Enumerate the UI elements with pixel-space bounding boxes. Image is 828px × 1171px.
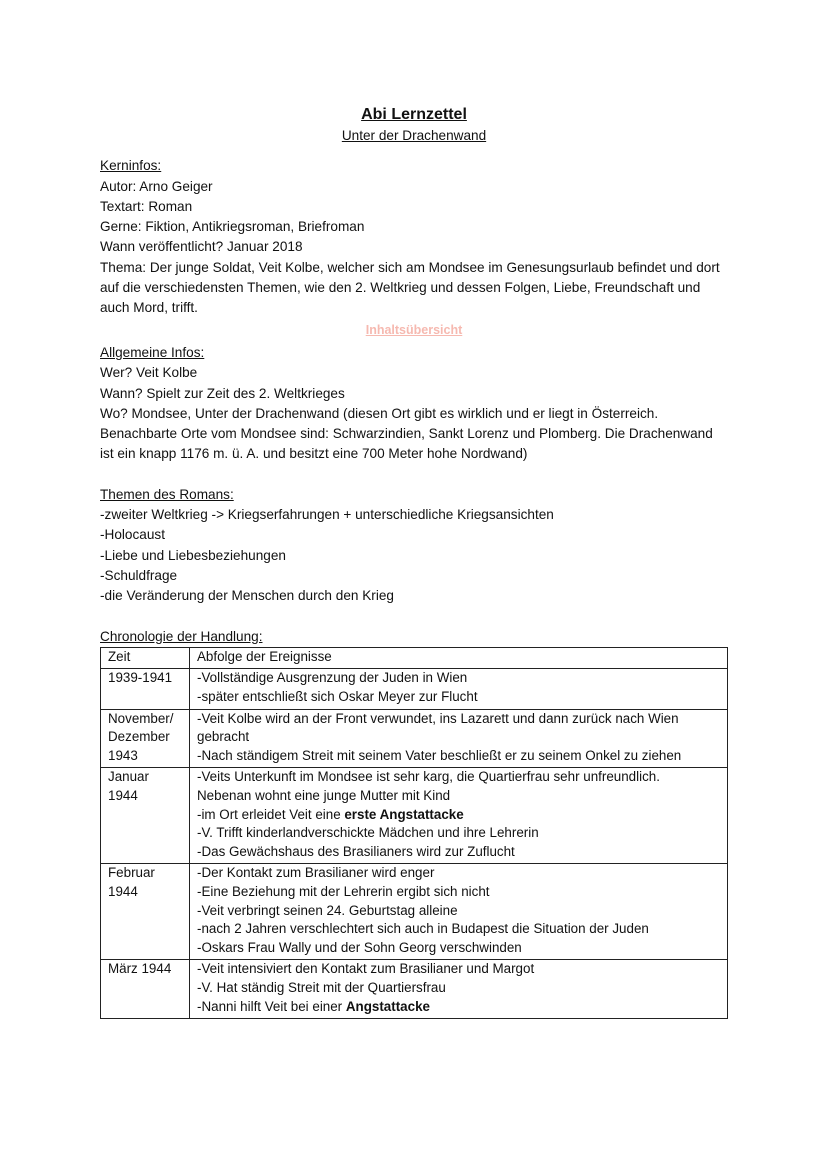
- event-text: gebracht: [197, 729, 250, 745]
- event-text: -im Ort erleidet Veit eine: [197, 806, 345, 822]
- cell-zeit: [101, 768, 190, 864]
- event-line: [197, 824, 723, 843]
- event-text: -V. Trifft kinderlandverschickte Mädchen und ihre Lehrerin: [197, 825, 539, 841]
- zeit-line: 1944: [108, 883, 138, 899]
- table-row: [101, 768, 728, 864]
- cell-zeit: [101, 709, 190, 768]
- event-line: [197, 998, 723, 1017]
- cell-zeit: [101, 669, 190, 709]
- kerninfos-line: Gerne: Fiktion, Antikriegsroman, Briefroman: [100, 219, 365, 235]
- themen-item: -Liebe und Liebesbeziehungen: [100, 547, 286, 563]
- table-row: [101, 669, 728, 709]
- zeit-line: November/: [108, 710, 174, 726]
- kerninfos-heading: Kerninfos:: [100, 158, 162, 174]
- zeit-line: 1944: [108, 787, 138, 803]
- kerninfos-line: Wann veröffentlicht? Januar 2018: [100, 239, 303, 255]
- themen-item: -zweiter Weltkrieg -> Kriegserfahrungen + unterschiedliche Kriegsansichten: [100, 507, 554, 523]
- zeit-line: Dezember: [108, 729, 170, 745]
- cell-abfolge: [190, 864, 728, 960]
- chronologie-section: [100, 627, 728, 1020]
- allgemeine-infos-wo: Wo? Mondsee, Unter der Drachenwand (diesen Ort gibt es wirklich und er liegt in Österreich. Benachbarte Orte vom Mondsee sind: Schwarzindien, Sankt Lorenz und Plomberg. Die Drachenwand ist ein knapp 1176 m. ü. A. und besitzt eine 700 Meter hohe Nordwand): [100, 405, 713, 462]
- zeit-line: Januar: [108, 769, 149, 785]
- event-text: -Der Kontakt zum Brasilianer wird enger: [197, 865, 435, 881]
- table-header-row: [101, 647, 728, 669]
- event-text: -Oskars Frau Wally und der Sohn Georg verschwinden: [197, 939, 522, 955]
- event-line: [197, 710, 723, 729]
- cell-abfolge: [190, 669, 728, 709]
- event-text: -Veit Kolbe wird an der Front verwundet, ins Lazarett und dann zurück nach Wien: [197, 710, 679, 726]
- document-page: [100, 104, 728, 1019]
- allgemeine-infos-section: [100, 343, 728, 465]
- event-text: -Das Gewächshaus des Brasilianers wird zur Zuflucht: [197, 843, 515, 859]
- themen-heading: Themen des Romans:: [100, 486, 234, 502]
- event-text: -später entschließt sich Oskar Meyer zur Flucht: [197, 689, 478, 705]
- document-title: Abi Lernzettel: [361, 106, 467, 123]
- cell-zeit: [101, 864, 190, 960]
- event-line: [197, 979, 723, 998]
- allgemeine-infos-line: Wer? Veit Kolbe: [100, 365, 198, 381]
- cell-abfolge: [190, 960, 728, 1019]
- zeit-line: Februar: [108, 865, 155, 881]
- cell-abfolge: [190, 709, 728, 768]
- zeit-line: 1939-1941: [108, 670, 173, 686]
- event-line: [197, 728, 723, 747]
- event-text: -Nach ständigem Streit mit seinem Vater beschließt er zu seinem Onkel zu ziehen: [197, 747, 682, 763]
- event-line: [197, 902, 723, 921]
- event-line: [197, 920, 723, 939]
- chronologie-heading: Chronologie der Handlung:: [100, 628, 263, 644]
- document-subtitle: Unter der Drachenwand: [341, 128, 487, 143]
- zeit-line: März 1944: [108, 961, 172, 977]
- event-text: -Eine Beziehung mit der Lehrerin ergibt sich nicht: [197, 883, 490, 899]
- header-abfolge: Abfolge der Ereignisse: [190, 647, 728, 669]
- spacer: [100, 465, 728, 485]
- event-text: Nebenan wohnt eine junge Mutter mit Kind: [197, 787, 451, 803]
- cell-zeit: [101, 960, 190, 1019]
- themen-item: -Schuldfrage: [100, 567, 178, 583]
- event-text: -Nanni hilft Veit bei einer: [197, 998, 346, 1014]
- event-line: [197, 883, 723, 902]
- kerninfos-line: Textart: Roman: [100, 198, 193, 214]
- themen-item: -die Veränderung der Menschen durch den Krieg: [100, 588, 394, 604]
- allgemeine-infos-heading: Allgemeine Infos:: [100, 344, 205, 360]
- event-line: [197, 864, 723, 883]
- event-line: [197, 806, 723, 825]
- zeit-line: 1943: [108, 747, 138, 763]
- event-line: [197, 688, 723, 707]
- themen-section: [100, 485, 728, 607]
- event-line: [197, 747, 723, 766]
- table-row: [101, 709, 728, 768]
- cell-abfolge: [190, 768, 728, 864]
- table-row: [101, 864, 728, 960]
- event-line: [197, 669, 723, 688]
- spacer: [100, 607, 728, 627]
- event-bold-text: erste Angstattacke: [344, 806, 464, 822]
- event-bold-text: Angstattacke: [345, 998, 430, 1014]
- header-zeit: Zeit: [101, 647, 190, 669]
- event-text: -nach 2 Jahren verschlechtert sich auch in Budapest die Situation der Juden: [197, 921, 649, 937]
- allgemeine-infos-line: Wann? Spielt zur Zeit des 2. Weltkrieges: [100, 385, 345, 401]
- chronologie-table: [100, 647, 728, 1019]
- themen-item: -Holocaust: [100, 527, 165, 543]
- event-line: [197, 960, 723, 979]
- event-text: -Veits Unterkunft im Mondsee ist sehr karg, die Quartierfrau sehr unfreundlich.: [197, 769, 660, 785]
- event-text: -Veit intensiviert den Kontakt zum Brasilianer und Margot: [197, 961, 535, 977]
- kerninfos-line: Autor: Arno Geiger: [100, 178, 213, 194]
- event-line: [197, 768, 723, 787]
- event-text: -V. Hat ständig Streit mit der Quartiersfrau: [197, 979, 446, 995]
- kerninfos-section: [100, 156, 728, 318]
- kerninfos-thema: Thema: Der junge Soldat, Veit Kolbe, welcher sich am Mondsee im Genesungsurlaub befindet und dort auf die verschiedensten Themen, wie den 2. Weltkrieg und dessen Folgen, Liebe, Freundschaft und auch Mord, trifft.: [100, 259, 720, 316]
- table-row: [101, 960, 728, 1019]
- event-text: -Vollständige Ausgrenzung der Juden in Wien: [197, 670, 468, 686]
- event-line: [197, 843, 723, 862]
- event-text: -Veit verbringt seinen 24. Geburtstag alleine: [197, 902, 458, 918]
- inhaltsuebersicht-link[interactable]: Inhaltsübersicht: [365, 322, 463, 337]
- event-line: [197, 787, 723, 806]
- event-line: [197, 939, 723, 958]
